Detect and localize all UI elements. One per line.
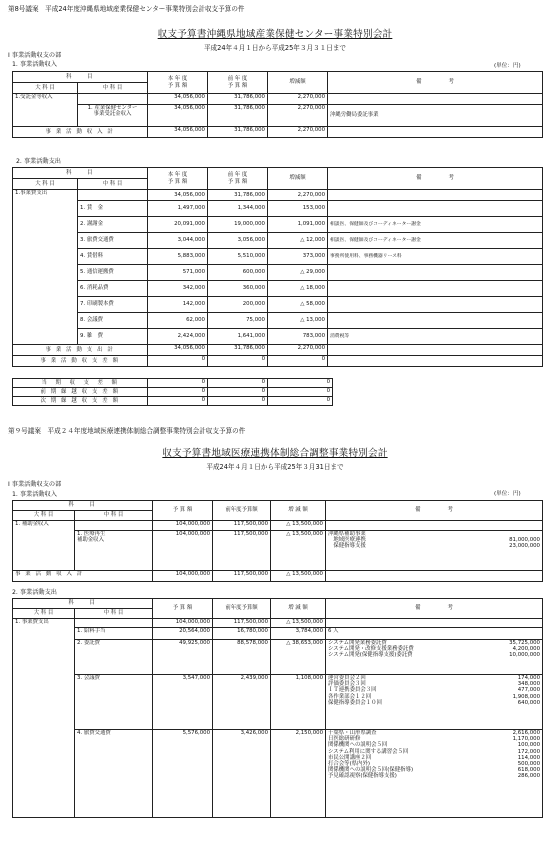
- table-row: 1. 賃 金 1,497,000 1,344,000 153,000: [13, 201, 543, 217]
- section1-period: 平成24年４月１日から平成25年３月３１日まで: [203, 44, 347, 52]
- section1-summary-table: [12, 378, 333, 406]
- section2-income-label: 1. 事業活動収入: [12, 491, 57, 498]
- table-row: 2. 委託費 49,925,000 88,578,000 △ 38,653,000 システム開発業務委託費 35,725,000 システム開発・改修支援業務委託費 4,200,000 システム開発(保健指導支援)委託費 10,000,000: [13, 640, 543, 675]
- income-total-row: 事 業 活 動 収 入 計 104,000,000 117,500,000 △ 13,500,000: [13, 571, 543, 582]
- col-chu: 中 科 目: [78, 83, 148, 94]
- section2-unit: (単位：円): [494, 491, 521, 497]
- section2-expense-label: 2. 事業活動支出: [12, 589, 57, 596]
- note-line: 運営委員会２回 174,000: [328, 675, 540, 681]
- table-row: 1.事業費支出 34,056,000 31,786,000 2,270,000: [13, 190, 543, 201]
- table-row: 3. 会議費 3,547,000 2,439,000 1,108,000 運営委員会２回 174,000 評価委員会３回 348,000 ＩＴ連携委員会３回 477,000 各作業部会１２回 1,908,000 保健指導委員会１０回 640,000: [13, 675, 543, 730]
- table-row: 1.受託金等収入 34,056,000 31,786,000 2,270,000: [13, 94, 543, 105]
- col-diff: 増減額: [268, 72, 328, 94]
- table-row: 6. 消耗品費 342,000 360,000 △ 18,000: [13, 281, 543, 297]
- section1-expense-table: 科 目 本 年 度 予 算 額 前 年 度 予 算 額 増減額 備 考 大 科 目 中 科 目 1.事業費支出 34,056,000 31,786,000 2,270,000 1. 賃 金 1,497,000 1,344,000 153,000 2. 謝謝金 20,091,000 19,000,000 1,091,000 相談医、保健師及びコーディネーター謝金 3. 旅費交通費 3,044,000 3,056,000 △ 12,000 相談医、保健師及びコーディネーター謝金 4. 賃借料 5,883,000 5,510,000 373,000 事務所使用料、事務機器リース料 5. 通信運搬費 571,000 600,000 △ 29,000 6. 消耗品費 342,000 360,000 △ 18,000 7. 印刷製本費 142,000 200,000 △ 58,000 8. 会議費 62,000 75,000 △ 13,000 9. 雑 費 2,424,000 1,641,000 783,000 消費税等 事 業 活 動 支 出 計 34,056,000 31,786,000 2,270,000 事 業 活 動 収 支 差 額 0 0 0: [12, 167, 543, 367]
- table-row: 5. 通信運搬費 571,000 600,000 △ 29,000: [13, 265, 543, 281]
- col-dai: 大 科 目: [13, 83, 78, 94]
- col-previous: 前 年 度 予 算 額: [208, 72, 268, 94]
- table-row: 2. 謝謝金 20,091,000 19,000,000 1,091,000 相談医、保健師及びコーディネーター謝金: [13, 217, 543, 233]
- note-line: 市民公開講座２回 114,000: [328, 754, 540, 761]
- section2-heading: 第９号議案 平成２４年度地域医療連携体制総合調整事業特別会計収支予算の件: [8, 427, 246, 435]
- table-row: 9. 雑 費 2,424,000 1,641,000 783,000 消費税等: [13, 329, 543, 345]
- summary-row: 当 期 収 支 差 額 0 0 0: [13, 379, 333, 388]
- note-line: 沖縄県補助事業: [328, 531, 366, 537]
- table-row: 1. 補助金収入 104,000,000 117,500,000 △ 13,500,000: [13, 521, 543, 531]
- table-row: 7. 印刷製本費 142,000 200,000 △ 58,000: [13, 297, 543, 313]
- col-kamoku: 科 目: [13, 72, 148, 83]
- table-row: 4. 賃借料 5,883,000 5,510,000 373,000 事務所使用料、事務機器リース料: [13, 249, 543, 265]
- note-line: 関係機関への説明会５回 100,000: [328, 742, 540, 749]
- summary-row: 前 期 繰 越 収 支 差 額 0 0 0: [13, 388, 333, 397]
- section2-title: 収支予算書地域医療連携体制総合調整事業特別会計: [162, 448, 388, 459]
- note-line: 関係機関への説明会５回(保健指導) 618,000: [328, 767, 540, 774]
- table-row: 1. 事業費支出 104,000,000 117,500,000 △ 13,500,000: [13, 619, 543, 628]
- table-row: 1. 医療再生 補助金収入 104,000,000 117,500,000 △ 13,500,000 沖縄県補助事業 地域医療連携 81,000,000 保健指導支援 23,000,000: [13, 531, 543, 571]
- section1-part: Ⅰ 事業活動収支の部: [8, 52, 62, 59]
- section2-part: Ⅰ 事業活動収支の部: [8, 481, 62, 488]
- note-line: システム開発(保健指導支援)委託費 10,000,000: [328, 652, 540, 659]
- section1-unit: (単位：円): [494, 63, 521, 69]
- section2-period: 平成24年４月１日から平成25年３月31日まで: [206, 463, 344, 471]
- table-row: 4. 旅費交通費 5,576,000 3,426,000 2,150,000 千葉県・山形県調査 2,616,000 日医総研研修 1,170,000 関係機関への説明会５回 100,000 システム利用に関する講習会５回 172,000 市民公開講座２回 114,000 打合会等(県内外) 500,000 関係機関への説明会５回(保健指導) 618,000 予見確認視察(保健指導支援) 286,000: [13, 730, 543, 818]
- section1-title: 収支予算書沖縄県地域産業保健センター事業特別会計: [157, 29, 393, 40]
- section2-expense-table: 科 目 予 算 額 前年度予算額 増 減 額 備 考 大 科 目 中 科 目 1. 事業費支出 104,000,000 117,500,000 △ 13,500,000 1. 給料手当 20,564,000 16,780,000 3,784,000 6 人 2. 委託費 49,925,000 88,578,000 △ 38,653,000 システム開発業務委託費 35,725,000 システム開発・改修支援業務委託費 4,200,000 システム開発(保健指導支援)委託費 10,000,000 3. 会議費 3,547,000 2,439,000 1,108,000 運営委員会２回 174,000 評価委員会３回 348,000 ＩＴ連携委員会３回 477,000 各作業部会１２回 1,908,000 保健指導委員会１０回 640,000 4. 旅費交通費 5,576,000 3,426,000 2,150,000 千葉県・山形県調査 2,616,000 日医総研研修 1,170,000 関係機関への説明会５回 100,000 システム利用に関する講習会５回 172,000 市民公開講座２回 114,000 打合会等(県内外) 500,000 関係機関への説明会５回(保健指導) 618,000 予見確認視察(保健指導支援) 286,000: [12, 598, 543, 818]
- note-line: 6 人: [328, 628, 339, 634]
- note-line: 地域医療連携 81,000,000: [328, 537, 540, 544]
- note-line: 各作業部会１２回 1,908,000: [328, 693, 540, 700]
- table-row: 3. 旅費交通費 3,044,000 3,056,000 △ 12,000 相談医、保健師及びコーディネーター謝金: [13, 233, 543, 249]
- balance-row: 事 業 活 動 収 支 差 額 0 0 0: [13, 356, 543, 367]
- col-current: 本 年 度 予 算 額: [148, 72, 208, 94]
- section1-income-table: [12, 71, 543, 138]
- note-line: システム開発・改修支援業務委託費 4,200,000: [328, 646, 540, 653]
- note-line: 評価委員会３回 348,000: [328, 681, 540, 688]
- section1-income-label: 1. 事業活動収入: [12, 61, 57, 68]
- section1-heading: 第8号議案 平成24年度沖縄県地域産業保健センター事業特別会計収支予算の件: [8, 5, 245, 13]
- summary-row: 次 期 繰 越 収 支 差 額 0 0 0: [13, 397, 333, 406]
- expense-total-row: 事 業 活 動 支 出 計 34,056,000 31,786,000 2,270,000: [13, 345, 543, 356]
- note-line: 保健指導委員会１０回 640,000: [328, 699, 540, 706]
- table-row: 1. 産業保健センター 事業受託金収入 34,056,000 31,786,000 2,270,000 沖縄労働局委託事業: [13, 105, 543, 127]
- section1-expense-label: 2. 事業活動支出: [16, 158, 61, 165]
- table-row: 8. 会議費 62,000 75,000 △ 13,000: [13, 313, 543, 329]
- note-line: 千葉県・山形県調査 2,616,000: [328, 730, 540, 736]
- note-line: 保健指導支援 23,000,000: [328, 543, 540, 550]
- note-line: 日医総研研修 1,170,000: [328, 736, 540, 743]
- table-row: 1. 給料手当 20,564,000 16,780,000 3,784,000 6 人: [13, 628, 543, 640]
- note-line: ＩＴ連携委員会３回 477,000: [328, 687, 540, 694]
- note-line: システム利用に関する講習会５回 172,000: [328, 748, 540, 755]
- note-line: 打合会等(県内外) 500,000: [328, 761, 540, 768]
- section2-income-table: 科 目 予 算 額 前年度予算額 増 減 額 備 考 大 科 目 中 科 目 1. 補助金収入 104,000,000 117,500,000 △ 13,500,000 1. 医療再生 補助金収入 104,000,000 117,500,000 △ 13,500,000 沖縄県補助事業 地域医療連携 81,000,000 保健指導支援 23,000,000 事 業 活 動 収 入 計 104,000,000 117,500,000 △ 13,500,000: [12, 500, 543, 582]
- income-total-row: 事 業 活 動 収 入 計 34,056,000 31,786,000 2,270,000: [13, 127, 543, 138]
- col-note: 備 考: [328, 72, 543, 94]
- note-line: システム開発業務委託費 35,725,000: [328, 640, 540, 646]
- note-line: 予見確認視察(保健指導支援) 286,000: [328, 773, 540, 780]
